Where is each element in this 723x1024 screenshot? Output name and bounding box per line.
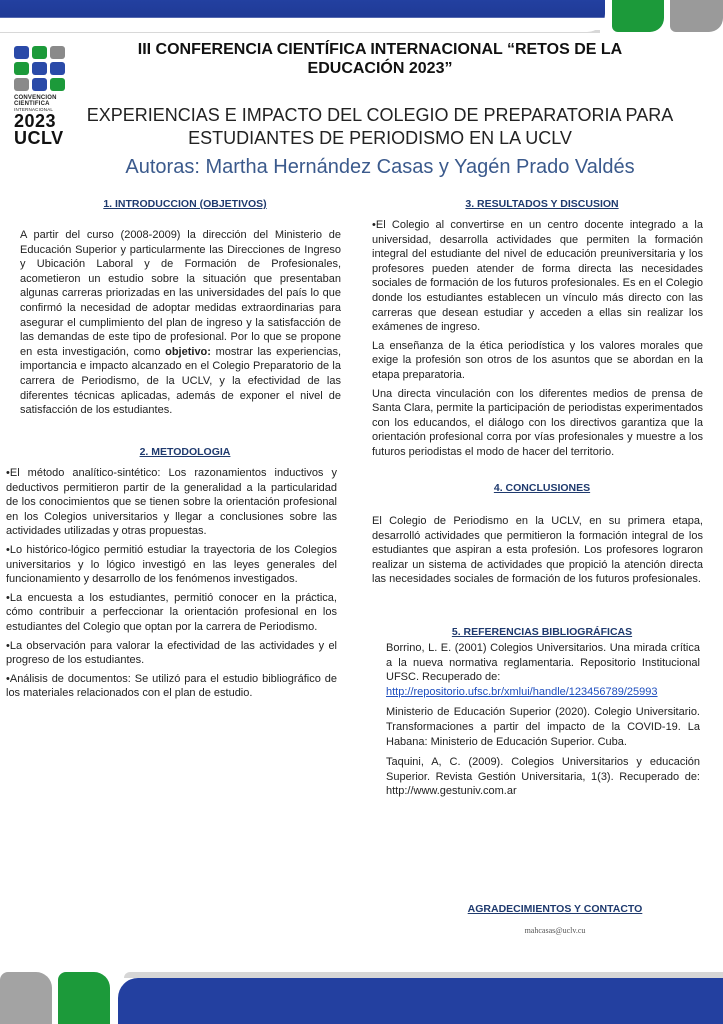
results-heading: 3. RESULTADOS Y DISCUSION bbox=[465, 198, 619, 210]
top-blue-bar bbox=[0, 0, 605, 32]
intro-text bbox=[20, 228, 341, 418]
logo-year: 2023 bbox=[14, 111, 57, 131]
conclusions-heading-wrap bbox=[452, 481, 632, 496]
results-paragraph: Una directa vinculación con los diferentes medios de prensa de Santa Clara, permite la participación de periodistas experimentados con los educandos, el diálogo con los directivos garantiza que la orientación profesional corra por vías profesionales y muestre a los futuros periodistas el modo de hacer del territorio. bbox=[372, 387, 703, 458]
logo-square bbox=[50, 46, 65, 59]
logo-line1: CONVENCION bbox=[14, 95, 57, 101]
methods-section bbox=[6, 466, 337, 705]
methods-item: •Lo histórico-lógico permitió estudiar la trayectoria de los Colegios universitarios y lo lógico investigó en las leyes generales del funcionamiento y desarrollo de los fenómenos investigados. bbox=[6, 543, 337, 586]
reference-item: Taquini, A, C. (2009). Colegios Universitarios y educación Superior. Revista Gestión Universitaria, 1(3). Recuperado de: http://www.gestuniv.com.ar bbox=[386, 756, 700, 798]
methods-item: •La encuesta a los estudiantes, permitió conocer en la práctica, cómo contribuir a perfeccionar la orientación profesional en los estudiantes del Colegio que optan por la carrera de Periodismo. bbox=[6, 591, 337, 633]
logo-square bbox=[14, 46, 29, 59]
top-gray-tab bbox=[670, 0, 723, 32]
reference-item bbox=[386, 641, 700, 699]
conclusions-section bbox=[372, 514, 703, 591]
results-paragraph: •El Colegio al convertirse en un centro docente integrado a la universidad, desarrolla actividades que permiten la formación integral del estudiante del nivel de educación preuniversitaria y los profesores pueden atender de forma directa las necesidades sociales de formación de los futuros profesionales. Es en el Colegio donde los estudiantes establecen un vínculo más directo con las carreras que desean estudiar y acceden a ellas sin realizar los exámenes de ingreso. bbox=[372, 219, 703, 334]
contact-email[interactable]: mahcasas@uclv.cu bbox=[524, 926, 586, 935]
logo-square bbox=[14, 78, 29, 91]
methods-item: •El método analítico-sintético: Los razonamientos inductivos y deductivos permitieron partir de la generalidad a la particularidad de los conocimientos que se tienen sobre la orientación profesional en los Colegios universitarios y llegar a conclusiones sobre las actividades utilizadas y otras propuestas. bbox=[6, 467, 337, 538]
methods-heading-wrap bbox=[100, 445, 270, 460]
bottom-blue-bar bbox=[118, 978, 723, 1024]
logo-line2: CIENTIFICA bbox=[14, 101, 50, 107]
reference-1-link[interactable]: http://repositorio.ufsc.br/xmlui/handle/123456789/25993 bbox=[386, 685, 658, 698]
logo-square bbox=[14, 62, 29, 75]
results-paragraph: La enseñanza de la ética periodística y los valores morales que exige la profesión son otros de los asuntos que se abordan en la etapa preparatoria. bbox=[372, 339, 703, 381]
reference-1-text: Borrino, L. E. (2001) Colegios Universitarios. Una mirada crítica a la nueva normativa reglamentaria. Repositorio Institucional UFSC. Recuperado de: bbox=[386, 642, 700, 684]
intro-heading-wrap bbox=[100, 197, 270, 212]
conference-logo bbox=[14, 46, 70, 147]
reference-item: Ministerio de Educación Superior (2020). Colegio Universitario. Transformaciones a partir del impacto de la COVID-19. La Habana: Ministerio de Educación Superior. Cuba. bbox=[386, 706, 700, 748]
references-heading-wrap bbox=[427, 625, 657, 640]
methods-item: •Análisis de documentos: Se utilizó para el estudio bibliográfico de los materiales relacionados con el plan de estudio. bbox=[6, 672, 337, 700]
logo-squares bbox=[14, 46, 70, 91]
logo-square bbox=[50, 62, 65, 75]
logo-org: UCLV bbox=[14, 128, 64, 148]
intro-objective-label: objetivo: bbox=[165, 345, 211, 358]
conclusions-text: El Colegio de Periodismo en la UCLV, en su primera etapa, desarrolló actividades que permitieron la formación integral de los estudiantes que aspiran a esta profesión. Los profesores lograron realizar un sistema de actividades que propició la atención directa las necesidades sociales de formación de los futuros profesionales. bbox=[372, 515, 703, 586]
top-green-tab bbox=[612, 0, 664, 32]
logo-square bbox=[32, 46, 47, 59]
methods-item: •La observación para valorar la efectividad de las actividades y el progreso de los estudiantes. bbox=[6, 639, 337, 667]
logo-square bbox=[32, 62, 47, 75]
methods-heading: 2. METODOLOGIA bbox=[139, 446, 231, 458]
logo-square bbox=[50, 78, 65, 91]
conclusions-heading: 4. CONCLUSIONES bbox=[493, 482, 591, 494]
intro-text-before: A partir del curso (2008-2009) la dirección del Ministerio de Educación Superior y particularmente las Direcciones de Ingreso y Ubicación Laboral y de Formación de Profesionales, acometieron un estudio sobre la situación que presentaban algunas carreras priorizadas en las universidades del país lo que confirmó la necesidad de adoptar medidas extraordinarias para asegurar el cumplimiento del plan de ingreso y la satisfacción de las demandas de este tipo de profesional. Por lo que se propone en esta investigación, como bbox=[20, 229, 341, 358]
bottom-gray-tab bbox=[0, 972, 52, 1024]
results-section bbox=[372, 218, 703, 464]
authors: Autoras: Martha Hernández Casas y Yagén Prado Valdés bbox=[125, 156, 635, 178]
references-heading: 5. REFERENCIAS BIBLIOGRÁFICAS bbox=[451, 626, 633, 638]
logo-line3: INTERNACIONAL bbox=[14, 107, 54, 112]
intro-section bbox=[20, 228, 341, 422]
logo-square bbox=[32, 78, 47, 91]
paper-title: EXPERIENCIAS E IMPACTO DEL COLEGIO DE PREPARATORIA PARA ESTUDIANTES DE PERIODISMO EN LA UCLV bbox=[86, 105, 674, 148]
bottom-green-tab bbox=[58, 972, 110, 1024]
contact-heading: AGRADECIMIENTOS Y CONTACTO bbox=[467, 903, 643, 915]
results-heading-wrap bbox=[452, 197, 632, 212]
conference-title: III CONFERENCIA CIENTÍFICA INTERNACIONAL “RETOS DE LA EDUCACIÓN 2023” bbox=[137, 41, 623, 77]
references-section bbox=[386, 641, 700, 805]
intro-text-after: mostrar las experiencias, importancia e impacto alcanzado en el Colegio Preparatorio de la carrera de Periodismo, de la UCLV, y la efectividad de las diferentes técnicas aplicadas, además de exponer el nivel de satisfacción de los estudiantes. bbox=[20, 345, 341, 417]
intro-heading: 1. INTRODUCCION (OBJETIVOS) bbox=[103, 198, 267, 210]
contact-heading-wrap bbox=[440, 902, 670, 917]
